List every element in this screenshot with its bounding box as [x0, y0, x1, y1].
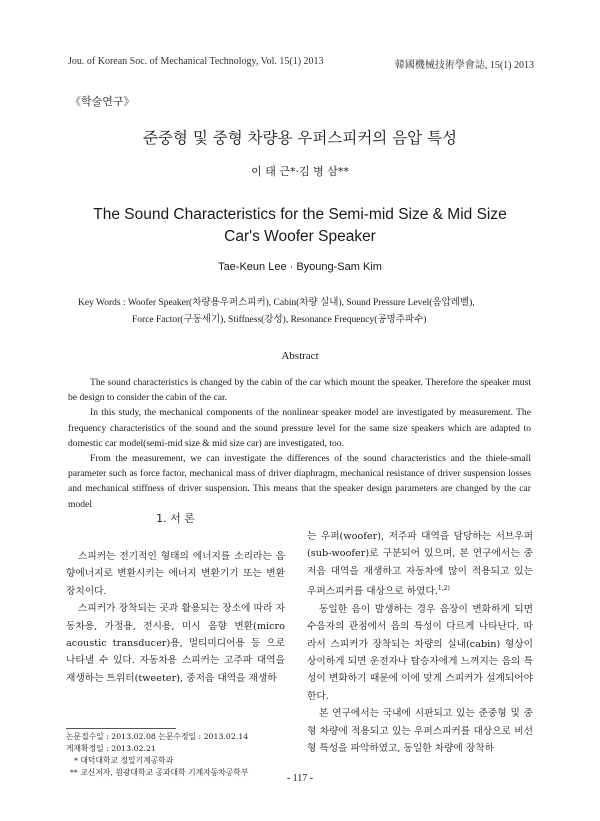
title-english: [0, 204, 600, 248]
journal-header-en: Jou. of Korean Soc. of Mechanical Technology, Vol. 15(1) 2013: [68, 56, 324, 67]
title-english-line2: Car's Woofer Speaker: [224, 228, 376, 245]
title-korean: 준중형 및 중형 차량용 우퍼스피커의 음압 특성: [142, 129, 458, 147]
page-number: - 117 -: [286, 773, 314, 784]
footnote-accepted: 게재확정일 : 2013.02.21: [66, 744, 156, 753]
section-tag: 《학술연구》: [70, 95, 135, 108]
body-paragraph: [307, 528, 533, 601]
abstract-paragraph: From the measurement, we can investigate the differences of the sound characteristics and the thiele-small parameter such as force factor, mechanical mass of driver diaphragm, mechanical resistance of driver suspension losses and mechanical stiffness of driver suspension. This means that the speaker design parameters are changed by the car model: [68, 453, 531, 510]
body-paragraph: 스피커는 전기적인 형태의 에너지를 소리라는 음향에너지로 변환시키는 에너지 변환기기 또는 변환장치이다.: [66, 551, 285, 597]
body-paragraph-text: 는 우퍼(woofer), 저주파 대역을 담당하는 서브우퍼(sub-woofer)로 구분되어 있으며, 본 연구에서는 중저음 대역을 재생하고 자동차에 많이 적용되고 있는 우퍼스피커를 대상으로 하였다.: [307, 531, 533, 598]
citation: 1,2): [437, 585, 450, 593]
body-paragraph: 스피커가 장착되는 곳과 활용되는 장소에 따라 자동차용, 가정용, 전시용, 미시 음향 변환(micro acoustic transducer)용, 멀티미디어용 등 으로 나타낼 수 있다. 자동차용 스피커는 고주파 대역을 재생하는 트위터(tweeter), 중저음 대역을 재생하: [66, 603, 285, 684]
abstract-paragraph: The sound characteristics is changed by the cabin of the car which mount the speaker. Therefore the speaker must be design to consider the cabin of the car.: [68, 377, 531, 404]
footnote-affiliation-2: ** 교신저자, 원광대학교 공과대학 기계자동차공학부: [70, 768, 249, 777]
authors-korean: 이 태 근*·김 병 삼**: [251, 165, 349, 178]
keywords-line2: Force Factor(구동세기), Stiffness(강성), Resonance Frequency(공명주파수): [132, 315, 427, 325]
footnote-received: 논문접수일 : 2013.02.08 논문수정일 : 2013.02.14: [66, 732, 249, 741]
journal-header-ko: 韓國機械技術學會誌, 15(1) 2013: [394, 60, 534, 71]
footnotes: [66, 731, 296, 779]
left-column: [66, 548, 285, 687]
footnote-affiliation-1: * 대덕대학교 정밀기계공학과: [74, 756, 174, 765]
right-column: [307, 528, 533, 758]
title-english-line1: The Sound Characteristics for the Semi-mid Size & Mid Size: [93, 206, 507, 223]
body-paragraph: 동일한 음이 발생하는 경우 음장이 변화하게 되면 수음자의 관점에서 음의 특성이 다르게 나타난다. 따라서 스피커가 장착되는 차량의 실내(cabin) 형상이 상이하게 되면 운전자나 탑승자에게 느껴지는 음의 특성이 변화하기 때문에 이에 맞게 스피커가 설계되어야 한다.: [307, 603, 533, 702]
authors-english: Tae-Keun Lee · Byoung-Sam Kim: [218, 261, 382, 273]
body-paragraph: 본 연구에서는 국내에 시판되고 있는 준중형 및 중형 차량에 적용되고 있는 우퍼스피커를 대상으로 비선형 특성을 파악하였고, 동일한 차량에 장착하: [307, 708, 533, 755]
footnote-divider: [66, 728, 176, 729]
abstract-paragraph: In this study, the mechanical components of the nonlinear speaker model are investigated by measurement. The frequency characteristics of the sound and the sound pressure level for the same size speakers which are adapted to domestic car model(semi-mid size & mid size car) are investigated, too.: [68, 407, 531, 449]
keywords-line1: Key Words : Woofer Speaker(차량용우퍼스피커), Cabin(차량 실내), Sound Pressure Level(음압레벨),: [78, 298, 475, 308]
abstract-heading: Abstract: [281, 350, 319, 362]
keywords: [78, 295, 538, 329]
abstract-body: [68, 375, 531, 512]
introduction-heading: 1. 서 론: [156, 512, 195, 525]
